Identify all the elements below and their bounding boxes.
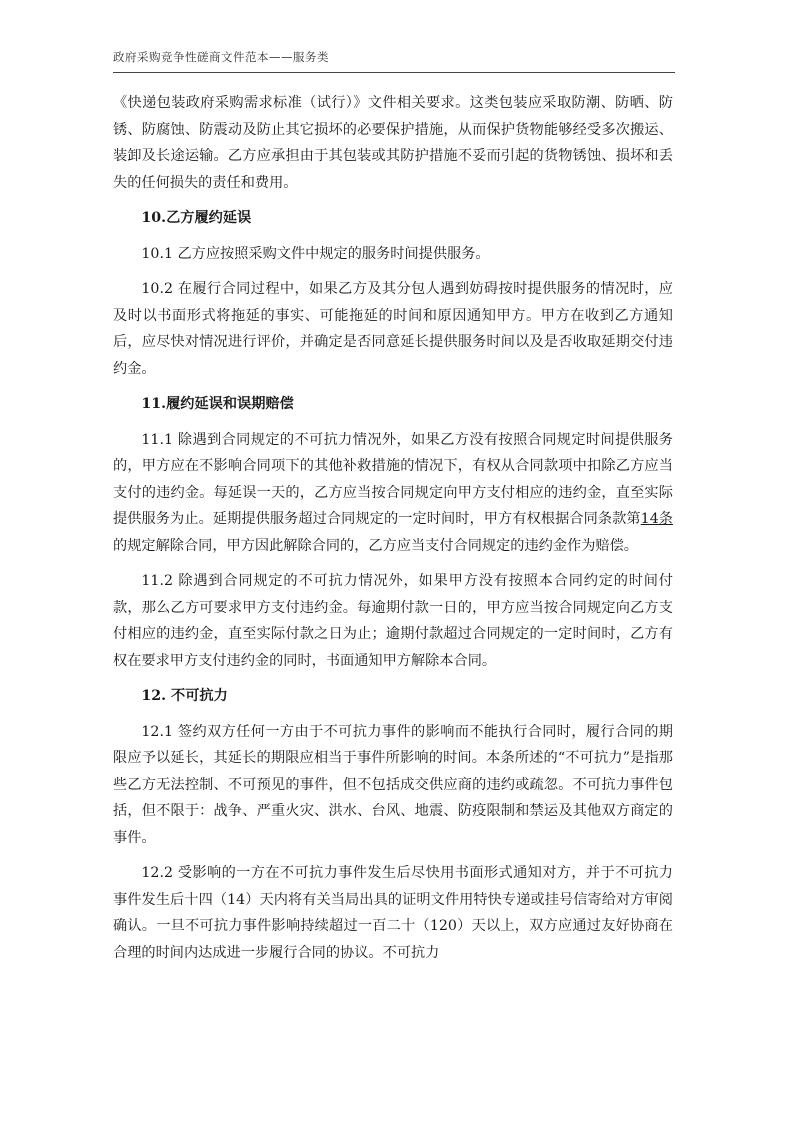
clause-12-1: 12.1 签约双方任何一方由于不可抗力事件的影响而不能执行合同时，履行合同的期限应予以延长，其延长的期限应相当于事件所影响的时间。本条所述的“不可抗力”是指那些乙方无法控制、不可预见的事件，但不包括成交供应商的违约或疏忽。不可抗力事件包括，但不限于：战争、严重火灾、洪水、台风、地震、防疫限制和禁运及其他双方商定的事件。 [113, 723, 673, 846]
clause-11-1-text-a: 11.1 除遇到合同规定的不可抗力情况外，如果乙方没有按照合同规定时间提供服务的，甲方应在不影响合同项下的其他补救措施的情况下，有权从合同款项中扣除乙方应当支付的违约金。每延误一天的，乙方应当按合同规定向甲方支付相应的违约金，直至实际提供服务为止。延期提供服务超过合同规定的一定时间时，甲方有权根据合同条款第 [113, 431, 673, 527]
clause-14-reference-link[interactable]: 14条 [640, 511, 673, 527]
clause-11-1 [113, 427, 673, 560]
document-body [113, 90, 673, 975]
header-divider [113, 72, 675, 73]
section-heading-10: 10.乙方履约延误 [141, 210, 252, 226]
clause-10-2: 10.2 在履行合同过程中，如果乙方及其分包人遇到妨碍按时提供服务的情况时，应及时以书面形式将拖延的事实、可能拖延的时间和原因通知甲方。甲方在收到乙方通知后，应尽快对情况进行评价，并确定是否同意延长提供服务时间以及是否收取延期交付违约金。 [113, 281, 673, 377]
clause-10-1: 10.1 乙方应按照采购文件中规定的服务时间提供服务。 [141, 245, 490, 262]
section-heading-12: 12. 不可抗力 [141, 688, 228, 704]
paragraph-packaging: 《快递包装政府采购需求标准（试行）》文件相关要求。这类包装应采取防潮、防晒、防锈、防腐蚀、防震动及防止其它损坏的必要保护措施，从而保护货物能够经受多次搬运、装卸及长途运输。乙方应承担由于其包装或其防护措施不妥而引起的货物锈蚀、损坏和丢失的任何损失的责任和费用。 [113, 95, 673, 191]
page-header: 政府采购竞争性磋商文件范本——服务类 [113, 50, 329, 64]
clause-12-2: 12.2 受影响的一方在不可抗力事件发生后尽快用书面形式通知对方，并于不可抗力事件发生后十四（14）天内将有关当局出具的证明文件用特快专递或挂号信寄给对方审阅确认。一旦不可抗力事件影响持续超过一百二十（120）天以上，双方应通过友好协商在合理的时间内达成进一步履行合同的协议。不可抗力 [113, 865, 673, 961]
clause-11-2: 11.2 除遇到合同规定的不可抗力情况外，如果甲方没有按照本合同约定的时间付款，那么乙方可要求甲方支付违约金。每逾期付款一日的，甲方应当按合同规定向乙方支付相应的违约金，直至实际付款之日为止；逾期付款超过合同规定的一定时间时，乙方有权在要求甲方支付违约金的同时，书面通知甲方解除本合同。 [113, 573, 673, 669]
clause-11-1-text-b: 的规定解除合同，甲方因此解除合同的，乙方应当支付合同规定的违约金作为赔偿。 [113, 537, 638, 554]
section-heading-11: 11.履约延误和误期赔偿 [141, 396, 294, 412]
